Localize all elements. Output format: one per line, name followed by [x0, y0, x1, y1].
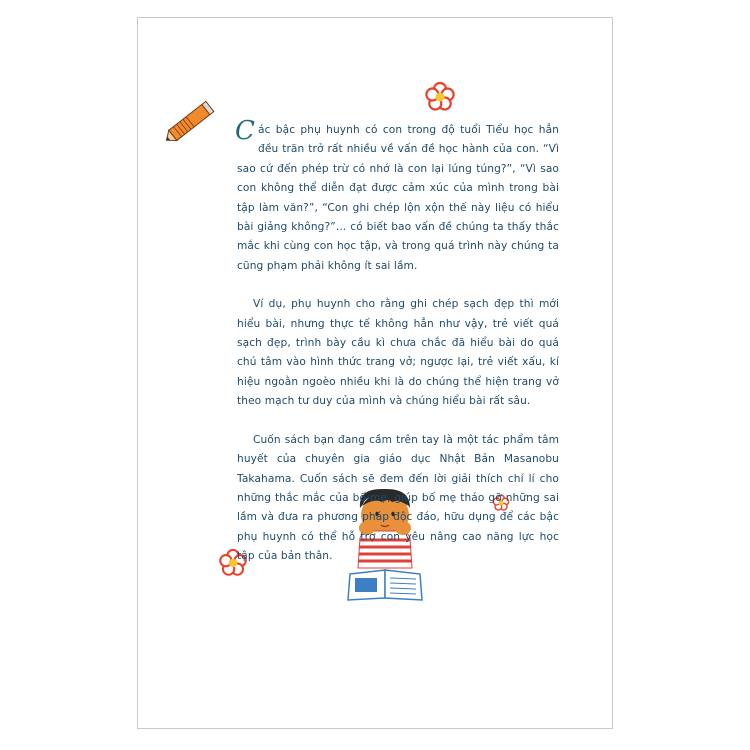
pencil-icon — [160, 96, 224, 146]
paragraph-3 — [237, 431, 559, 567]
text-block — [235, 116, 559, 586]
paragraph-2 — [237, 295, 559, 411]
paragraph-text: Cuốn sách bạn đang cầm trên tay là một tác phẩm tâm huyết của chuyên gia giáo dục Nhật Bản Masanobu Takahama. Cuốn sách sẽ đem đến lời giải thích chí lí cho những thắc mắc của bố mẹ, giúp bố mẹ tháo gỡ những sai lầm và đưa ra phương pháp độc đáo, hữu dụng để các bậc phụ huynh có thể hỗ trợ con yêu nâng cao năng lực học tập của bản thân. — [237, 433, 559, 563]
paragraph-text: Ví dụ, phụ huynh cho rằng ghi chép sạch đẹp thì mới hiểu bài, nhưng thực tế không hẳn như vậy, trẻ viết quá sạch đẹp, trình bày cầu kì chưa chắc đã hiểu bài do quá chú tâm vào hình thức trang vở; ngược lại, trẻ viết xấu, kí hiệu ngoằn ngoèo nhiều khi là do chúng thể hiện trang vở theo mạch tư duy của mình và chúng hiểu bài rất sâu. — [237, 298, 559, 408]
drop-cap: C — [235, 116, 255, 146]
book-page — [137, 17, 613, 729]
flower-icon — [424, 81, 456, 113]
paragraph-1 — [235, 116, 559, 276]
paragraph-text: ác bậc phụ huynh có con trong độ tuổi Tiểu học hẳn đều trăn trở rất nhiều về vấn đề học hành của con. “Vì sao cứ đến phép trừ có nhớ là con lại lúng túng?”, “Vì sao con không thể diễn đạt được cảm xúc của mình trong bài tập làm văn?”, “Con ghi chép lộn xộn thế này liệu có hiểu bài giảng không?”… có biết bao vấn đề chúng ta thấy thắc mắc khi cùng con học tập, và trong quá trình này chúng ta cũng phạm phải không ít sai lầm. — [237, 124, 559, 272]
